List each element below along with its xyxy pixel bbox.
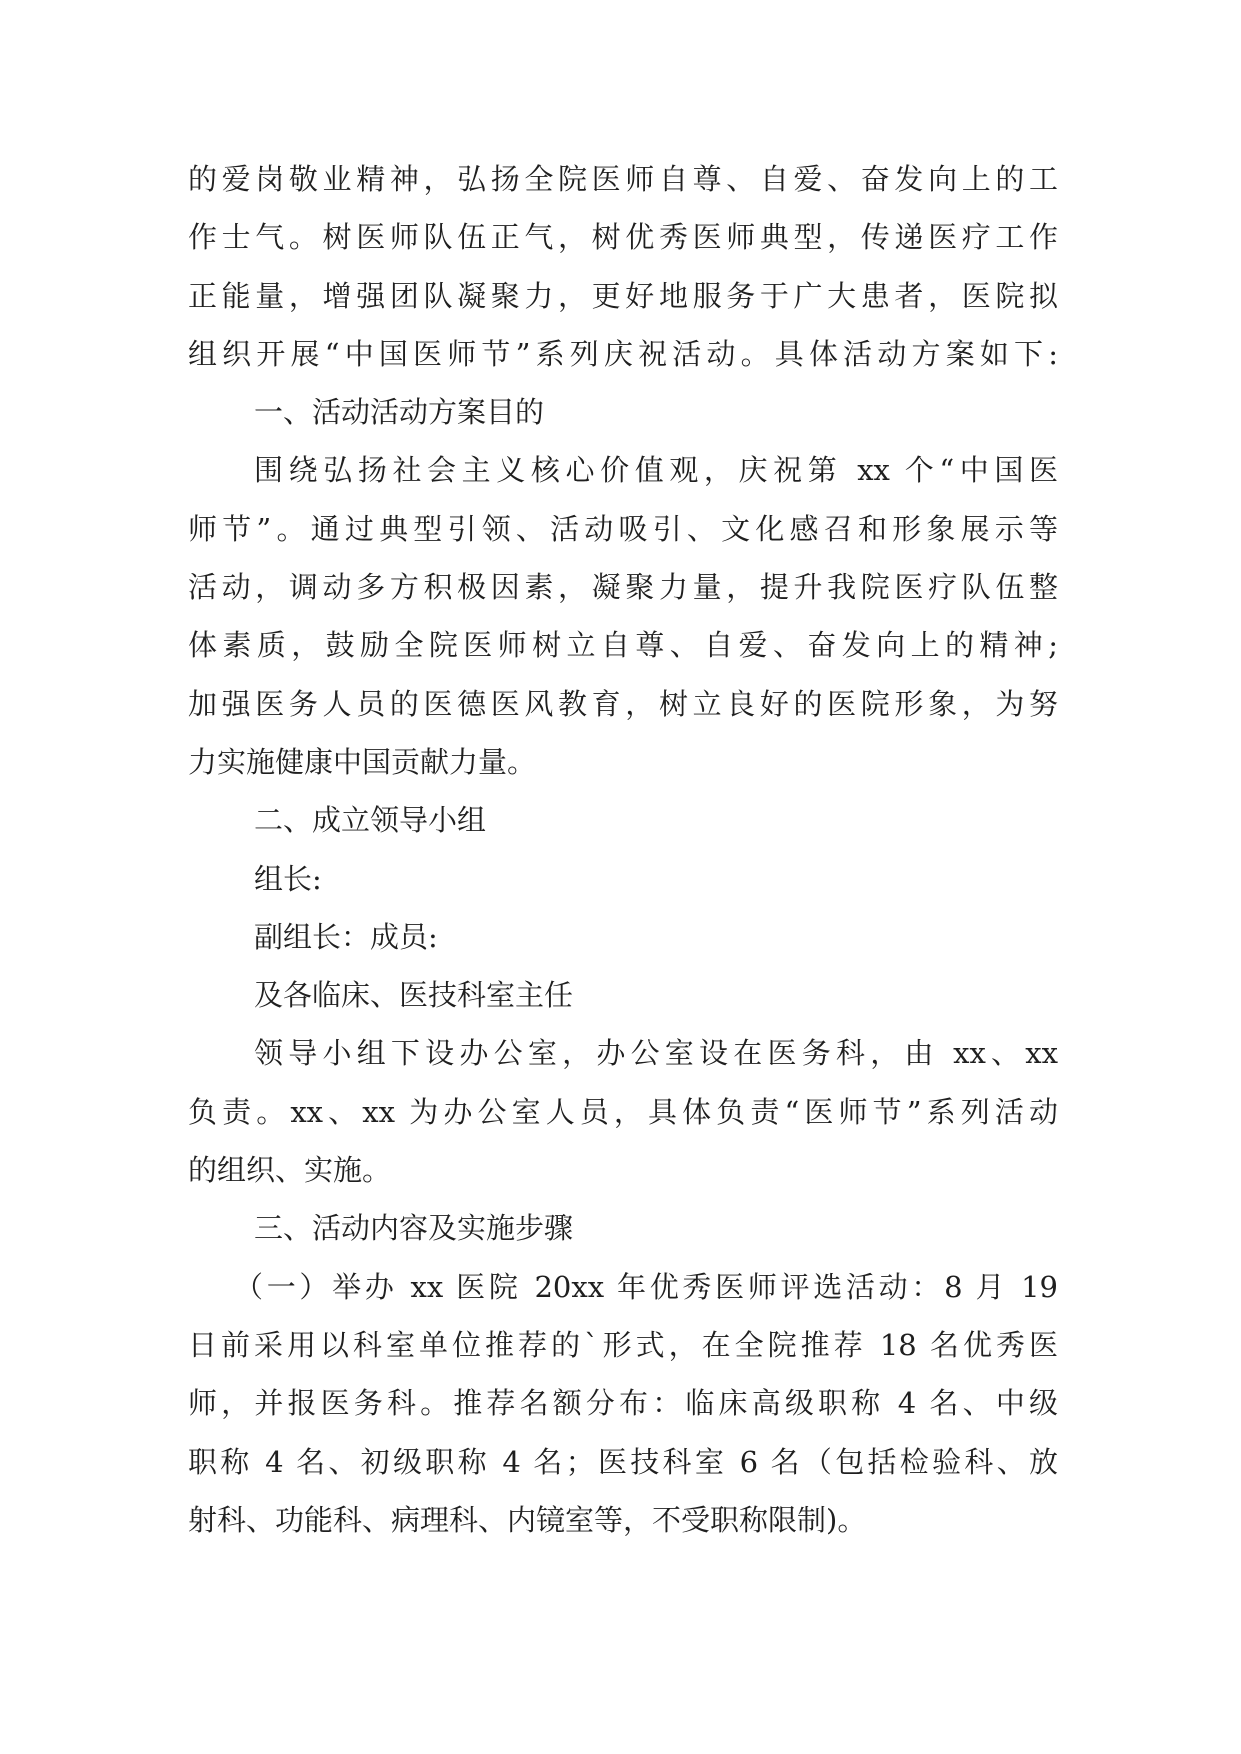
- body-line: 围绕弘扬社会主义核心价值观，庆祝第 xx 个“中国医: [254, 453, 1058, 488]
- body-line: 日前采用以科室单位推荐的`形式，在全院推荐 18 名优秀医: [188, 1327, 1058, 1362]
- document-body: [188, 150, 1058, 1549]
- body-line: 射科、功能科、病理科、内镜室等，不受职称限制)。: [188, 1502, 867, 1537]
- group-leader-line: 组长:: [254, 861, 322, 896]
- deputy-leader-line: 副组长：成员:: [254, 919, 438, 954]
- section-heading-purpose: 一、活动活动方案目的: [254, 395, 545, 430]
- body-line: 作士气。树医师队伍正气，树优秀医师典型，传递医疗工作: [188, 220, 1058, 255]
- section-heading-leadership: 二、成立领导小组: [254, 803, 487, 838]
- body-line: 师节”。通过典型引领、活动吸引、文化感召和形象展示等: [188, 511, 1058, 546]
- body-line: 组织开展“中国医师节”系列庆祝活动。具体活动方案如下:: [188, 336, 1058, 371]
- body-line: 负责。xx、xx 为办公室人员，具体负责“医师节”系列活动: [188, 1094, 1058, 1129]
- body-line: （一）举办 xx 医院 20xx 年优秀医师评选活动：8 月 19: [234, 1269, 1058, 1304]
- body-line: 职称 4 名、初级职称 4 名；医技科室 6 名（包括检验科、放: [188, 1444, 1058, 1479]
- body-line: 活动，调动多方积极因素，凝聚力量，提升我院医疗队伍整: [188, 570, 1058, 605]
- body-line: 的组织、实施。: [188, 1153, 392, 1188]
- body-line: 体素质，鼓励全院医师树立自尊、自爱、奋发向上的精神;: [188, 628, 1058, 663]
- body-line: 的爱岗敬业精神，弘扬全院医师自尊、自爱、奋发向上的工: [188, 162, 1058, 196]
- body-line: 师，并报医务科。推荐名额分布：临床高级职称 4 名、中级: [188, 1386, 1058, 1421]
- body-line: 力实施健康中国贡献力量。: [188, 744, 537, 779]
- body-line: 加强医务人员的医德医风教育，树立良好的医院形象，为努: [188, 686, 1058, 721]
- section-heading-activities: 三、活动内容及实施步骤: [254, 1211, 574, 1246]
- body-line: 领导小组下设办公室，办公室设在医务科，由 xx、xx: [254, 1036, 1058, 1071]
- body-line: 正能量，增强团队凝聚力，更好地服务于广大患者，医院拟: [188, 278, 1058, 313]
- department-heads-line: 及各临床、医技科室主任: [254, 978, 574, 1013]
